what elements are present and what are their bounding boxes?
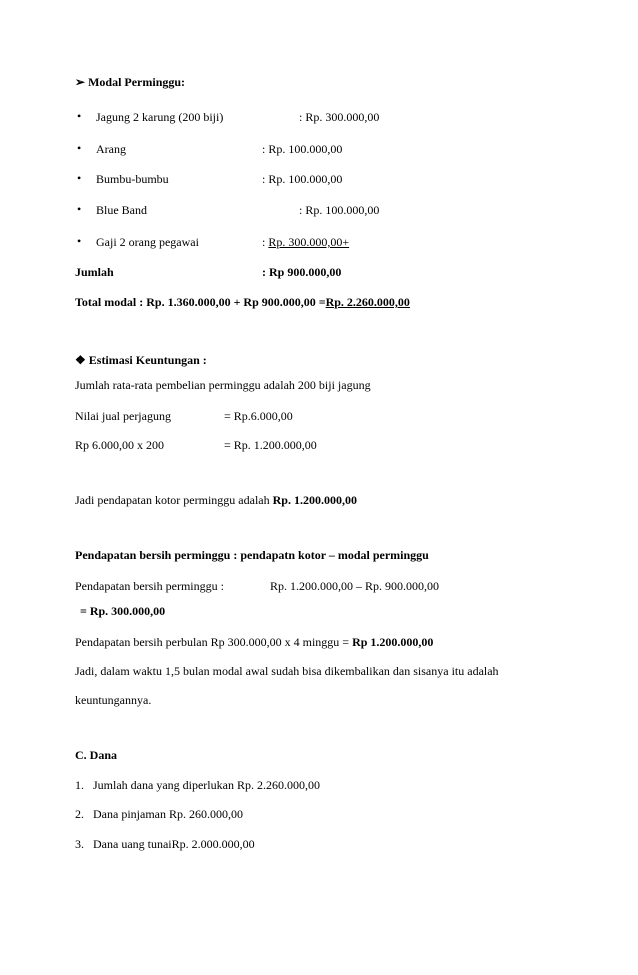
list-number: 2. <box>75 807 84 821</box>
modal-item-value-amount: Rp. 300.000,00+ <box>268 235 350 249</box>
nilai-jual-label: Nilai jual perjagung <box>75 409 171 423</box>
pendapatan-kotor-value: Rp. 1.200.000,00 <box>272 493 357 507</box>
bullet-icon: • <box>77 202 82 216</box>
dana-item: Dana uang tunaiRp. 2.000.000,00 <box>93 837 255 851</box>
pendapatan-kotor-text: Jadi pendapatan kotor perminggu adalah <box>75 493 273 507</box>
modal-item-value <box>262 234 349 250</box>
dana-item: Dana pinjaman Rp. 260.000,00 <box>93 807 243 821</box>
bullet-icon: • <box>77 109 82 123</box>
jadi-line-2: keuntungannya. <box>75 693 152 707</box>
jadi-line-1: Jadi, dalam waktu 1,5 bulan modal awal sudah bisa dikembalikan dan sisanya itu adalah <box>75 664 499 678</box>
diamond-bullet-icon: ❖ <box>75 353 86 367</box>
modal-item-label: Jagung 2 karung (200 biji) <box>96 110 224 124</box>
bullet-icon: • <box>77 234 82 248</box>
bersih-perbulan <box>75 634 433 650</box>
bullet-icon: • <box>77 171 82 185</box>
modal-heading-text: Modal Perminggu: <box>88 75 186 89</box>
bersih-heading: Pendapatan bersih perminggu : pendapatn kotor – modal perminggu <box>75 548 429 562</box>
bullet-icon: • <box>77 141 82 155</box>
total-modal <box>75 294 410 310</box>
bersih-perbulan-value: Rp 1.200.000,00 <box>352 635 434 649</box>
modal-item-label: Arang <box>96 142 126 156</box>
jumlah-value: : Rp 900.000,00 <box>262 265 342 279</box>
modal-item-value: : Rp. 300.000,00 <box>299 110 380 124</box>
calc-label: Rp 6.000,00 x 200 <box>75 438 165 452</box>
dana-item: Jumlah dana yang diperlukan Rp. 2.260.000,00 <box>93 778 320 792</box>
pendapatan-kotor <box>75 492 357 508</box>
jumlah-label: Jumlah <box>75 265 114 279</box>
calc-value: = Rp. 1.200.000,00 <box>224 438 317 452</box>
modal-heading <box>75 74 185 90</box>
estimasi-heading-text: Estimasi Keuntungan : <box>88 353 207 367</box>
total-modal-text: Total modal : Rp. 1.360.000,00 + Rp 900.000,00 = <box>75 295 326 309</box>
modal-item-value: : Rp. 100.000,00 <box>262 142 343 156</box>
modal-item-label: Blue Band <box>96 203 147 217</box>
modal-item-value: : Rp. 100.000,00 <box>299 203 380 217</box>
list-number: 3. <box>75 837 84 851</box>
bersih-perbulan-text: Pendapatan bersih perbulan Rp 300.000,00 x 4 minggu = <box>75 635 353 649</box>
modal-item-value: : Rp. 100.000,00 <box>262 172 343 186</box>
total-modal-value: Rp. 2.260.000,00 <box>325 295 410 309</box>
arrow-bullet-icon: ➢ <box>75 75 86 89</box>
bersih-value: Rp. 1.200.000,00 – Rp. 900.000,00 <box>270 579 440 593</box>
nilai-jual-value: = Rp.6.000,00 <box>224 409 293 423</box>
estimasi-heading <box>75 352 207 368</box>
bersih-result: = Rp. 300.000,00 <box>80 604 166 618</box>
modal-item-value-prefix: : <box>262 235 269 249</box>
dana-heading: C. Dana <box>75 748 118 762</box>
list-number: 1. <box>75 778 84 792</box>
modal-item-label: Gaji 2 orang pegawai <box>96 235 199 249</box>
bersih-label: Pendapatan bersih perminggu : <box>75 579 224 593</box>
modal-item-label: Bumbu-bumbu <box>96 172 169 186</box>
estimasi-line: Jumlah rata-rata pembelian perminggu adalah 200 biji jagung <box>75 378 371 392</box>
